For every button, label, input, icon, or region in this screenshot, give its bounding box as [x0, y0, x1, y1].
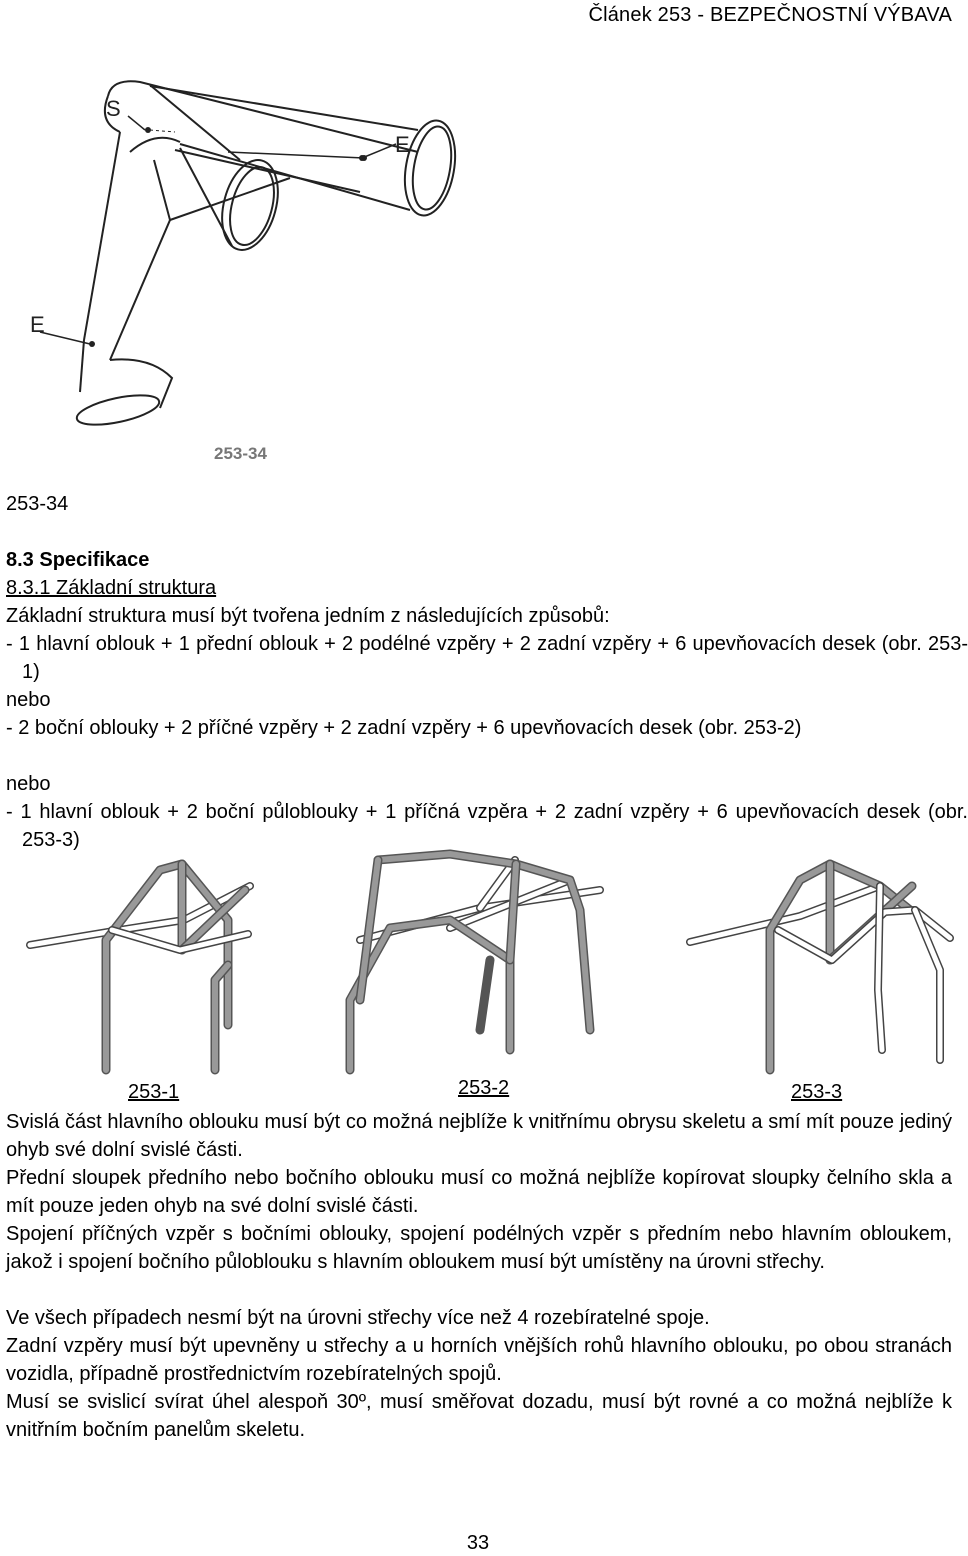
paragraph-3: Spojení příčných vzpěr s bočními oblouky, spojení podélných vzpěr s předním nebo hlavním obloukem, jakož i spojení bočního půloblouku s hlavním obloukem musí být umístěny na úrovni střechy.: [6, 1223, 952, 1273]
page-header-title: Článek 253 - BEZPEČNOSTNÍ VÝBAVA: [588, 4, 952, 26]
intro-text: Základní struktura musí být tvořena jedním z následujících způsobů:: [6, 605, 610, 627]
nebo-1: nebo: [6, 689, 51, 711]
figure-caption-253-34: 253-34: [6, 493, 69, 515]
figure-label-253-3: 253-3: [791, 1081, 843, 1103]
cage-253-1: [30, 864, 250, 1070]
paragraph-4: Ve všech případech nesmí být na úrovni střechy více než 4 rozebíratelné spoje.: [6, 1307, 710, 1329]
paragraph-5: Zadní vzpěry musí být upevněny u střechy a u horních vnějších rohů hlavního oblouku, po obou stranách vozidla, případně prostřednictvím rozebíratelných spojů.: [6, 1335, 952, 1385]
tube-right-end: [0, 60, 460, 240]
list-item-1: - 1 hlavní oblouk + 1 přední oblouk + 2 podélné vzpěry + 2 zadní vzpěry + 6 upevňovacích desek (obr. 253-1): [6, 633, 968, 683]
paragraph-6: Musí se svislicí svírat úhel alespoň 30º, musí směřovat dozadu, musí být rovné a co možná nejblíže k vnitřním bočním panelům skeletu.: [6, 1391, 952, 1441]
figure-label-253-2: 253-2: [458, 1077, 510, 1099]
page-number: 33: [466, 1532, 490, 1554]
figure-image-number: 253-34: [214, 444, 267, 463]
nebo-2: nebo: [6, 773, 51, 795]
subsection-title: 8.3.1 Základní struktura: [6, 577, 217, 599]
list-item-2: - 2 boční oblouky + 2 příčné vzpěry + 2 zadní vzpěry + 6 upevňovacích desek (obr. 253-2): [6, 717, 802, 739]
paragraph-1: Svislá část hlavního oblouku musí být co možná nejblíže k vnitřnímu obrysu skeletu a smí mít pouze jediný ohyb své dolní svislé části.: [6, 1111, 952, 1161]
cage-253-2: [350, 854, 600, 1070]
cage-253-3: [690, 864, 950, 1070]
label-e-top: E: [395, 132, 410, 157]
roll-cage-figures: [0, 850, 960, 1080]
figure-label-253-1: 253-1: [128, 1081, 180, 1103]
paragraph-2: Přední sloupek předního nebo bočního oblouku musí co možná nejblíže kopírovat sloupky čelního skla a mít pouze jeden ohyb na své dolní svislé části.: [6, 1167, 952, 1217]
label-s: S: [106, 96, 121, 121]
label-e-left: E: [30, 312, 45, 337]
section-title: 8.3 Specifikace: [6, 549, 150, 571]
list-item-3: - 1 hlavní oblouk + 2 boční půloblouky + 1 příčná vzpěra + 2 zadní vzpěry + 6 upevňovacích desek (obr. 253-3): [6, 801, 968, 851]
